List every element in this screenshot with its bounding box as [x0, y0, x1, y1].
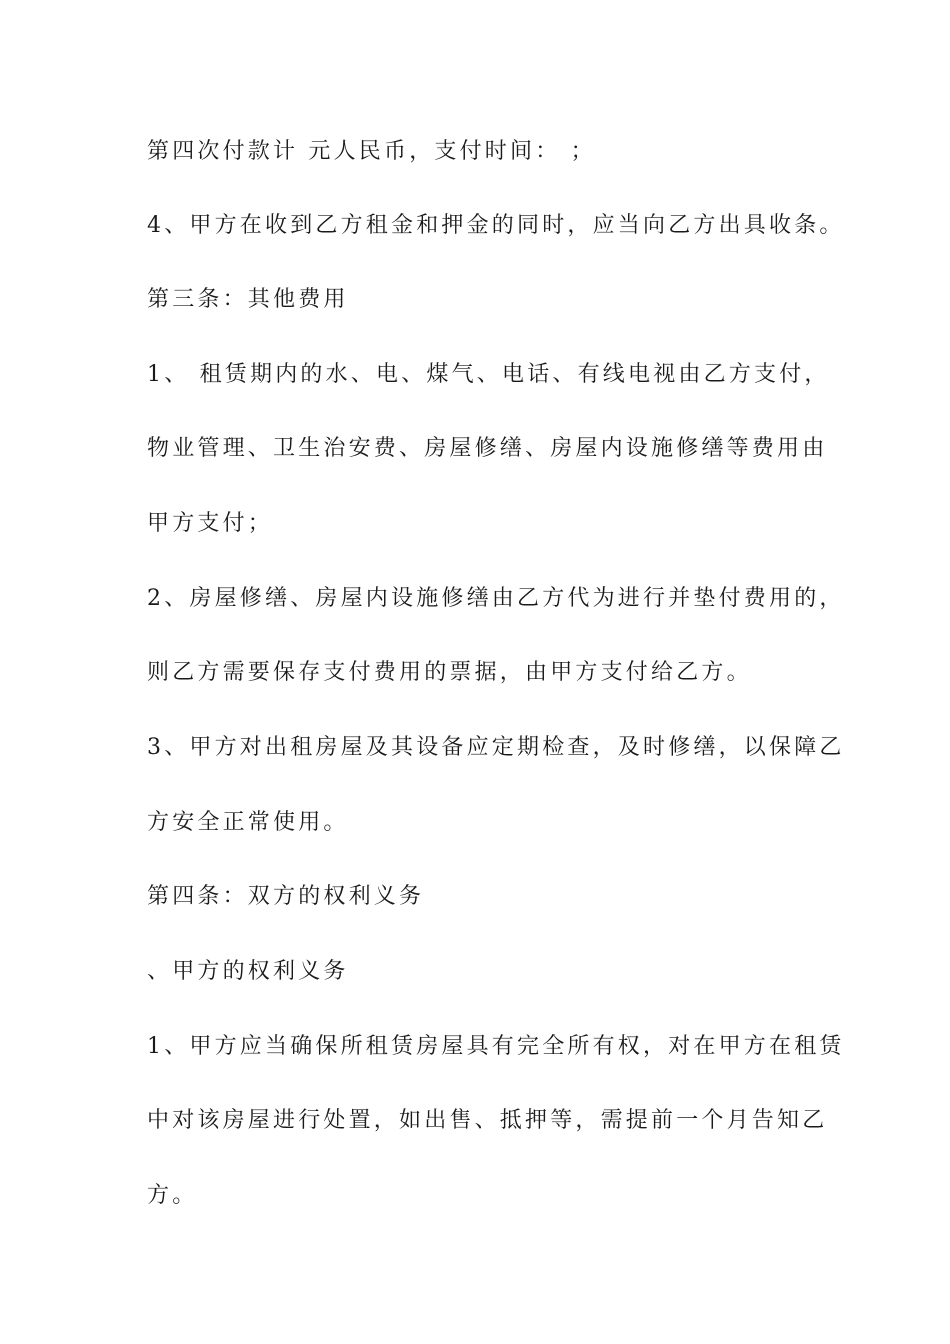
utilities-line-3: 甲方支付； [147, 511, 274, 536]
ownership-line-1: 1、甲方应当确保所租赁房屋具有完全所有权，对在甲方在租赁 [147, 1034, 845, 1059]
ownership-line-3: 方。 [147, 1183, 198, 1208]
article-four-heading: 第四条：双方的权利义务 [147, 884, 425, 909]
utilities-line-1: 1、 租赁期内的水、电、煤气、电话、有线电视由乙方支付， [147, 362, 830, 387]
inspection-line-1: 3、甲方对出租房屋及其设备应定期检查，及时修缮，以保障乙 [147, 735, 845, 760]
party-a-rights-heading: 、甲方的权利义务 [147, 959, 349, 984]
repair-line-2: 则乙方需要保存支付费用的票据，由甲方支付给乙方。 [147, 660, 752, 685]
clause-receipt-line: 4、甲方在收到乙方租金和押金的同时，应当向乙方出具收条。 [147, 213, 845, 238]
repair-line-1: 2、房屋修缮、房屋内设施修缮由乙方代为进行并垫付费用的， [147, 586, 845, 611]
payment-fourth-line: 第四次付款计 元人民币，支付时间： ； [147, 139, 596, 164]
article-three-heading: 第三条：其他费用 [147, 287, 349, 312]
inspection-line-2: 方安全正常使用。 [147, 810, 349, 835]
utilities-line-2: 物业管理、卫生治安费、房屋修缮、房屋内设施修缮等费用由 [147, 436, 828, 461]
ownership-line-2: 中对该房屋进行处置，如出售、抵押等，需提前一个月告知乙 [147, 1108, 828, 1133]
